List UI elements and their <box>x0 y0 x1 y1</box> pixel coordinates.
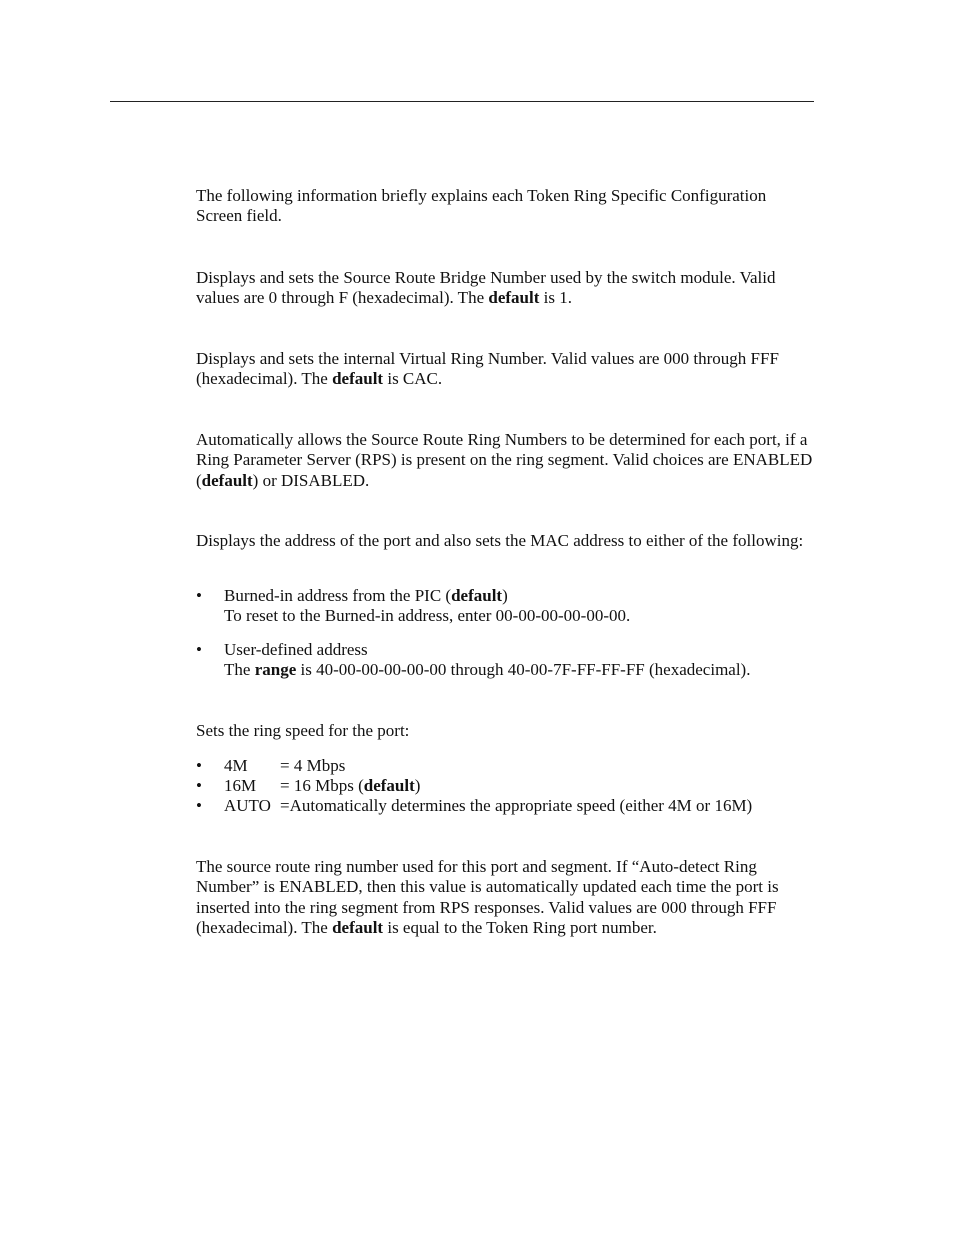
mac-address-description: Displays the address of the port and also sets the MAC address to either of the following: <box>196 531 804 550</box>
virtual-ring-description: Displays and sets the internal Virtual Ring Number. Valid values are 000 through FFF (hexadecimal). The default is CAC. <box>196 349 779 389</box>
intro-paragraph: The following information briefly explains each Token Ring Specific Configuration Screen field. <box>196 186 767 226</box>
bullet-icon: • <box>196 586 202 605</box>
bullet-icon: • <box>196 640 202 659</box>
ring-speed-description: Sets the ring speed for the port: <box>196 721 410 740</box>
auto-detect-description: Automatically allows the Source Route Ring Numbers to be determined for each port, if a Ring Parameter Server (RPS) is present on the ring segment. Valid choices are ENABLED (default) or DISABLED. <box>196 430 813 490</box>
ring-number-description: The source route ring number used for this port and segment. If “Auto-detect Ring Number” is ENABLED, then this value is automatically updated each time the port is inserted into the ring segment from RPS responses. Valid values are 000 through FFF (hexadecimal). The default is equal to the Token Ring port number. <box>196 857 779 937</box>
bullet-icon: • <box>196 796 202 815</box>
bridge-number-description: Displays and sets the Source Route Bridge Number used by the switch module. Valid values are 0 through F (hexadecimal). The default is 1. <box>196 268 776 308</box>
bullet-icon: • <box>196 776 202 795</box>
bullet-icon: • <box>196 756 202 775</box>
header-rule <box>110 101 814 102</box>
